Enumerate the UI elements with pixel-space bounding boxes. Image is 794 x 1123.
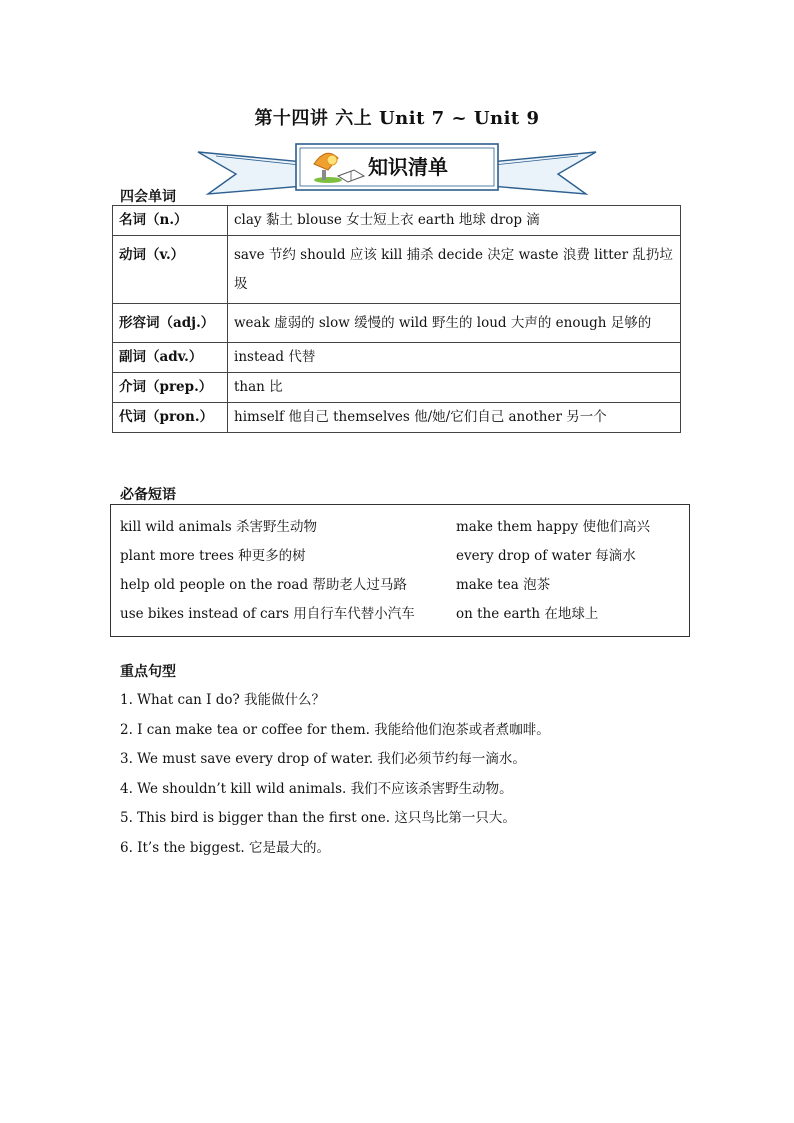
table-row (113, 206, 681, 236)
vocab-category: 形容词（adj.） (113, 304, 228, 343)
section-banner (196, 140, 598, 198)
vocab-heading: 四会单词 (120, 189, 176, 205)
phrase-item: help old people on the road 帮助老人过马路 (120, 577, 407, 593)
vocab-category: 代词（pron.） (113, 403, 228, 433)
phrase-item: plant more trees 种更多的树 (120, 548, 306, 564)
vocab-category: 副词（adv.） (113, 343, 228, 373)
sentence-item: 6. It’s the biggest. 它是最大的。 (120, 839, 331, 856)
sentence-item: 4. We shouldn’t kill wild animals. 我们不应该杀害野生动物。 (120, 780, 513, 797)
table-row (113, 343, 681, 373)
vocab-content: himself 他自己 themselves 他/她/它们自己 another 另一个 (228, 403, 681, 433)
phrase-item: make them happy 使他们高兴 (456, 519, 650, 535)
sentence-item: 3. We must save every drop of water. 我们必须节约每一滴水。 (120, 751, 526, 767)
vocab-content: than 比 (228, 373, 681, 403)
phrase-item: make tea 泡茶 (456, 577, 551, 593)
sentence-item: 5. This bird is bigger than the first one. 这只鸟比第一只大。 (120, 810, 516, 826)
vocab-content: clay 黏土 blouse 女士短上衣 earth 地球 drop 滴 (228, 206, 681, 236)
table-row (113, 236, 681, 304)
table-row (113, 373, 681, 403)
sentence-list (120, 686, 550, 863)
table-row (113, 403, 681, 433)
phrase-item: on the earth 在地球上 (456, 606, 599, 622)
vocab-category: 介词（prep.） (113, 373, 228, 403)
table-row (113, 304, 681, 343)
sentence-item: 1. What can I do? 我能做什么？ (120, 692, 326, 708)
phrases-heading: 必备短语 (120, 487, 176, 503)
vocab-content: save 节约 should 应该 kill 捕杀 decide 决定 waste 浪费 litter 乱扔垃圾 (228, 236, 681, 304)
phrase-item: kill wild animals 杀害野生动物 (120, 519, 317, 535)
vocab-category: 动词（v.） (113, 236, 228, 304)
vocab-table (112, 205, 681, 433)
phrase-item: every drop of water 每滴水 (456, 548, 636, 564)
banner-label: 知识清单 (368, 155, 448, 179)
sentence-item: 2. I can make tea or coffee for them. 我能给他们泡茶或者煮咖啡。 (120, 721, 550, 738)
vocab-content: instead 代替 (228, 343, 681, 373)
sentences-heading: 重点句型 (120, 664, 176, 680)
vocab-content: weak 虚弱的 slow 缓慢的 wild 野生的 loud 大声的 enough 足够的 (228, 304, 681, 343)
vocab-category: 名词（n.） (113, 206, 228, 236)
phrases-box (110, 504, 690, 637)
page-title: 第十四讲 六上 Unit 7 ~ Unit 9 (254, 108, 540, 129)
phrase-item: use bikes instead of cars 用自行车代替小汽车 (120, 606, 415, 622)
